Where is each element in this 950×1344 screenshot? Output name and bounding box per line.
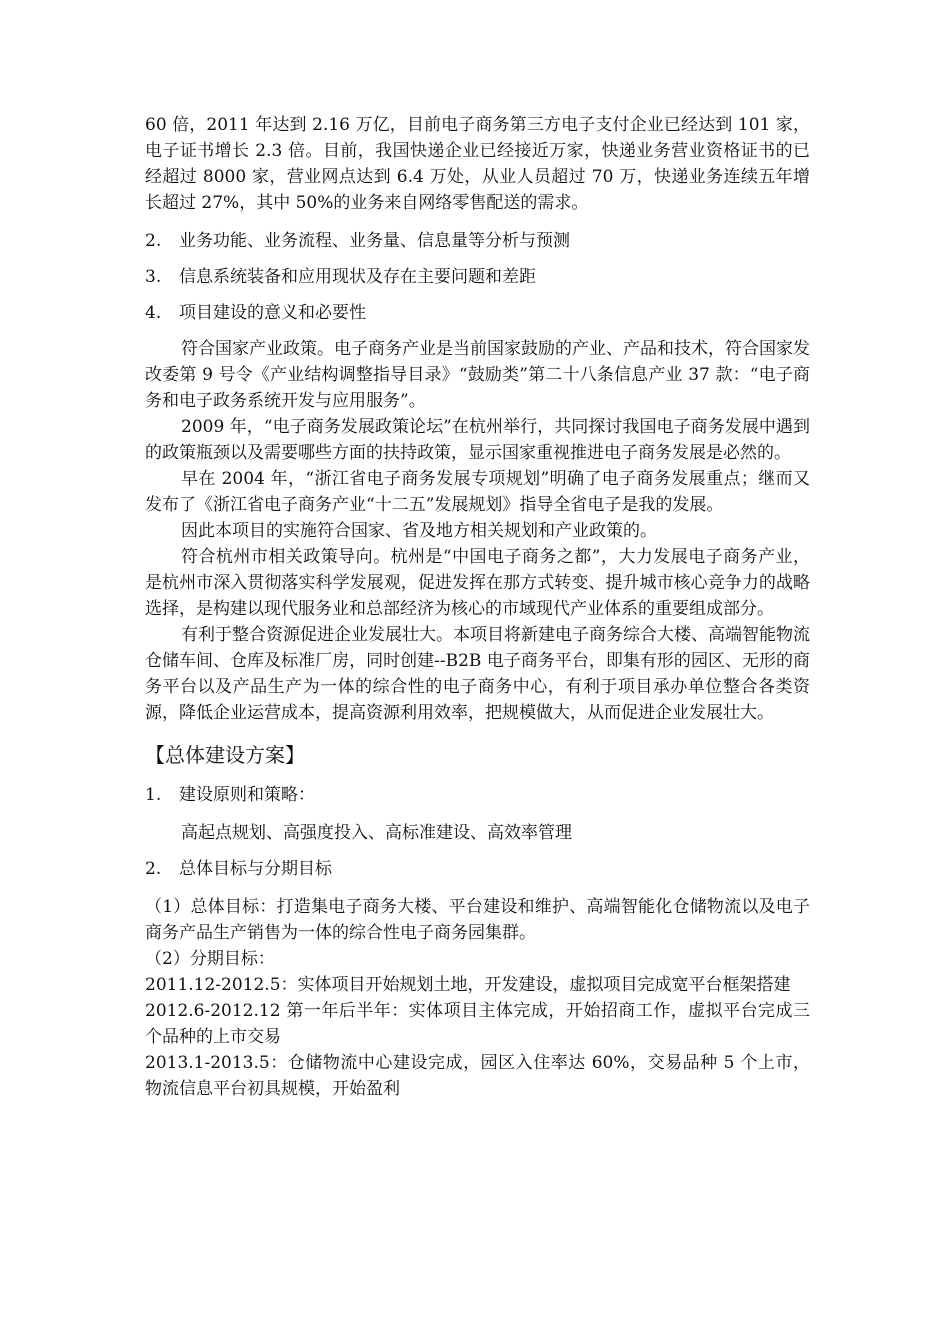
plan-item-2 — [145, 856, 810, 882]
body-paragraph: 因此本项目的实施符合国家、省及地方相关规划和产业政策的。 — [181, 521, 657, 541]
item-text: 信息系统装备和应用现状及存在主要问题和差距 — [179, 267, 536, 287]
phase-item: 2013.1-2013.5：仓储物流中心建设完成，园区入住率达 60%，交易品种 5 个上市，物流信息平台初具规模，开始盈利 — [145, 1053, 810, 1099]
numbered-item-4 — [145, 300, 810, 326]
numbered-item-2 — [145, 228, 810, 254]
item-text: 建设原则和策略： — [179, 785, 315, 805]
phase-item: 2012.6-2012.12 第一年后半年：实体项目主体完成，开始招商工作，虚拟平台完成三个品种的上市交易 — [145, 1001, 810, 1047]
item-number: 2. — [145, 859, 162, 879]
phase-goal-label: （2）分期目标： — [145, 949, 275, 969]
plan-principle: 高起点规划、高强度投入、高标准建设、高效率管理 — [181, 823, 572, 843]
item-number: 3. — [145, 267, 162, 287]
phase-item: 2011.12-2012.5：实体项目开始规划土地，开发建设，虚拟项目完成宽平台框架搭建 — [145, 975, 791, 995]
section-heading: 【总体建设方案】 — [145, 743, 305, 767]
item-text: 业务功能、业务流程、业务量、信息量等分析与预测 — [179, 231, 570, 251]
overall-goal: （1）总体目标：打造集电子商务大楼、平台建设和维护、高端智能化仓储物流以及电子商务产品生产销售为一体的综合性电子商务园集群。 — [145, 897, 810, 943]
intro-paragraph: 60 倍，2011 年达到 2.16 万亿，目前电子商务第三方电子支付企业已经达到 101 家，电子证书增长 2.3 倍。目前，我国快递企业已经接近万家，快递业务营业资格证书的已经超过 8000 家，营业网点达到 6.4 万处，从业人员超过 70 万，快递业务连续五年增长超过 27%，其中 50%的业务来自网络零售配送的需求。 — [145, 115, 810, 213]
numbered-item-3 — [145, 264, 810, 290]
body-paragraph: 有利于整合资源促进企业发展壮大。本项目将新建电子商务综合大楼、高端智能物流仓储车间、仓库及标准厂房，同时创建--B2B 电子商务平台，即集有形的园区、无形的商务平台以及产品生产为一体的综合性的电子商务中心，有利于项目承办单位整合各类资源，降低企业运营成本，提高资源利用效率，把规模做大，从而促进企业发展壮大。 — [145, 625, 810, 723]
item-number: 2. — [145, 231, 162, 251]
item-text: 总体目标与分期目标 — [179, 859, 332, 879]
body-paragraph: 符合国家产业政策。电子商务产业是当前国家鼓励的产业、产品和技术，符合国家发改委第 9 号令《产业结构调整指导目录》“鼓励类”第二十八条信息产业 37 款：“电子商务和电子政务系统开发与应用服务”。 — [145, 339, 810, 411]
item-text: 项目建设的意义和必要性 — [179, 303, 366, 323]
body-paragraph: 2009 年，“电子商务发展政策论坛”在杭州举行，共同探讨我国电子商务发展中遇到的政策瓶颈以及需要哪些方面的扶持政策，显示国家重视推进电子商务发展是必然的。 — [145, 417, 810, 463]
body-paragraph: 早在 2004 年，“浙江省电子商务发展专项规划”明确了电子商务发展重点；继而又发布了《浙江省电子商务产业“十二五”发展规划》指导全省电子是我的发展。 — [145, 469, 810, 515]
document-page — [145, 112, 810, 1102]
item-number: 1. — [145, 785, 162, 805]
plan-item-1 — [145, 782, 810, 808]
body-paragraph: 符合杭州市相关政策导向。杭州是“中国电子商务之都”，大力发展电子商务产业，是杭州市深入贯彻落实科学发展观，促进发挥在那方式转变、提升城市核心竞争力的战略选择，是构建以现代服务业和总部经济为核心的市域现代产业体系的重要组成部分。 — [145, 547, 810, 619]
item-number: 4. — [145, 303, 162, 323]
